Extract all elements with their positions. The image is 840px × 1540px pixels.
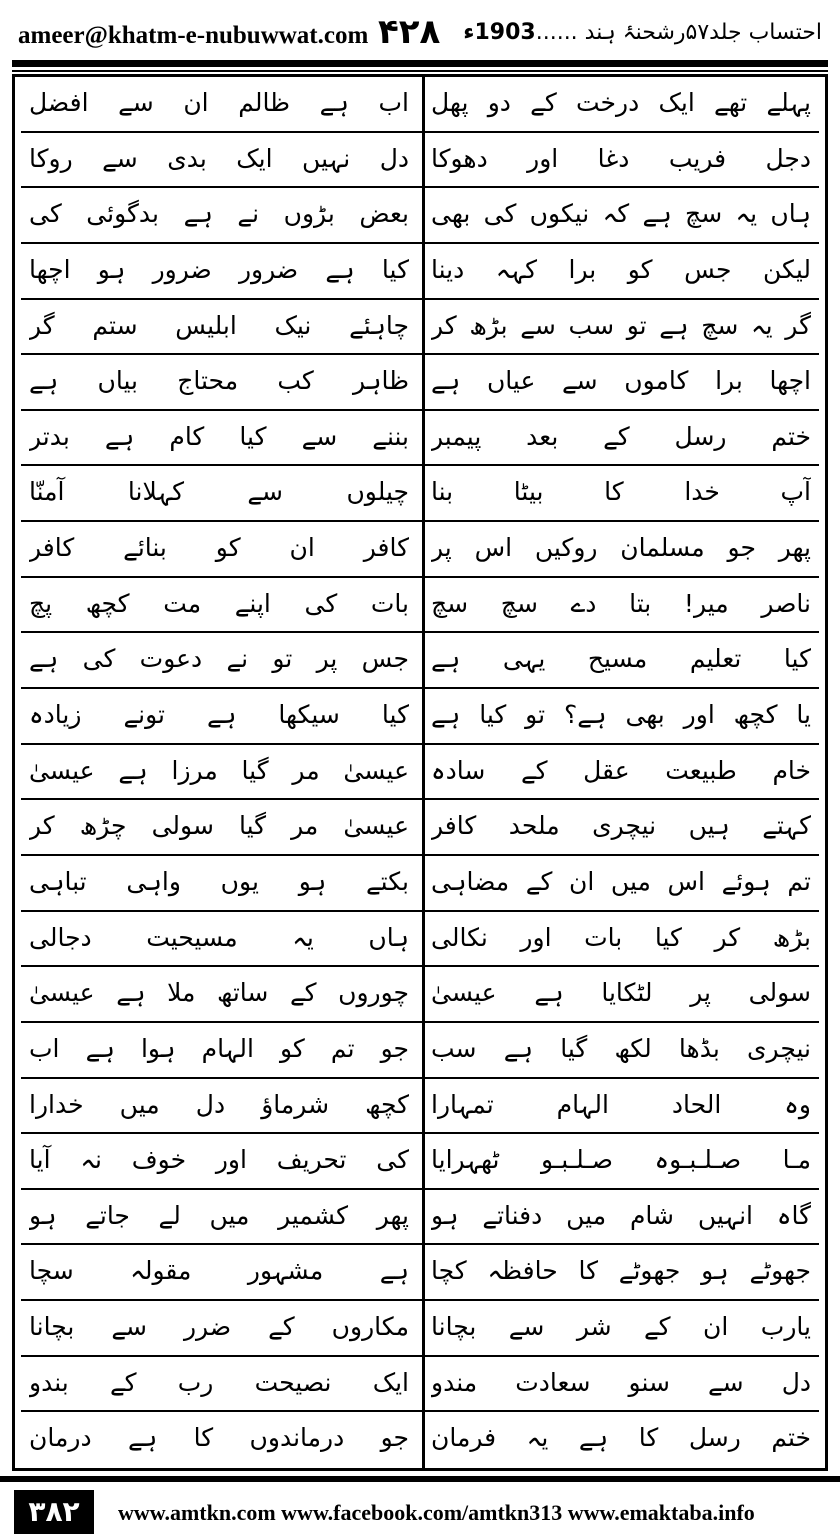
couplet-first-line: سولی پر لٹکایا ہے عیسیٰ — [431, 978, 811, 1008]
email-address: ameer@khatm-e-nubuwwat.com — [18, 22, 369, 49]
couplet-row — [15, 466, 825, 522]
couplet-first-line: گر یہ سچ ہے تو سب سے بڑھ کر — [431, 310, 811, 340]
footer-rule — [0, 1476, 840, 1482]
couplet-first-line: دجل فریب دغا اور دھوکا — [431, 143, 811, 173]
couplet-first-line: کہتے ہیں نیچری ملحد کافر — [431, 811, 811, 841]
couplet-second-line: ہے مشہور مقولہ سچا — [29, 1256, 409, 1286]
couplet-first-line: ہاں یہ سچ ہے کہ نیکوں کی بھی — [431, 199, 811, 229]
couplet-first-line: گاہ انہیں شام میں دفناتے ہو — [431, 1200, 811, 1230]
page-number: ۴۲۸ — [378, 12, 441, 52]
couplet-row — [15, 77, 825, 133]
couplet-row — [15, 967, 825, 1023]
couplet-row — [15, 1079, 825, 1135]
journal-title-text: احتساب جلد۵۷رشحنۂ ہند ...... — [535, 20, 822, 45]
couplet-row — [15, 800, 825, 856]
couplet-second-line: چاہئے نیک ابلیس ستم گر — [29, 310, 409, 340]
couplet-row — [15, 1023, 825, 1079]
couplet-row — [15, 689, 825, 745]
couplet-second-line: چیلوں سے کہلانا آمنّا — [29, 477, 409, 507]
page-header — [0, 0, 840, 62]
footer-links: www.amtkn.com www.facebook.com/amtkn313 www.emaktaba.info — [118, 1500, 755, 1525]
couplet-row — [15, 244, 825, 300]
couplet-second-line: عیسیٰ مر گیا سولی چڑھ کر — [29, 811, 409, 841]
couplet-row — [15, 300, 825, 356]
couplet-row — [15, 912, 825, 968]
couplet-second-line: بعض بڑوں نے ہے بدگوئی کی — [29, 199, 409, 229]
header-rule-thin — [12, 70, 828, 72]
couplet-first-line: پہلے تھے ایک درخت کے دو پھل — [431, 88, 811, 117]
couplet-first-line: جھوٹے ہو جھوٹے کا حافظہ کچا — [431, 1256, 811, 1286]
couplet-first-line: یارب ان کے شر سے بچانا — [431, 1312, 811, 1342]
couplet-first-line: تم ہوئے اس میں ان کے مضاہی — [431, 866, 811, 896]
couplet-first-line: یا کچھ اور بھی ہے؟ تو کیا ہے — [431, 700, 811, 730]
couplet-row — [15, 1301, 825, 1357]
couplet-second-line: بکتے ہو یوں واہی تباہی — [29, 866, 409, 896]
couplet-row — [15, 856, 825, 912]
couplet-second-line: کیا سیکھا ہے تونے زیادہ — [29, 700, 409, 730]
couplet-row — [15, 522, 825, 578]
couplet-second-line: کی تحریف اور خوف نہ آیا — [29, 1145, 409, 1175]
couplet-first-line: اچھا برا کاموں سے عیاں ہے — [431, 366, 811, 396]
couplet-second-line: مکاروں کے ضرر سے بچانا — [29, 1312, 409, 1342]
couplet-second-line: عیسیٰ مر گیا مرزا ہے عیسیٰ — [29, 755, 409, 785]
couplet-second-line: ایک نصیحت رب کے بندو — [29, 1367, 409, 1397]
couplet-second-line: ظاہر کب محتاج بیاں ہے — [29, 366, 409, 396]
couplet-first-line: کیا تعلیم مسیح یہی ہے — [431, 644, 811, 674]
couplet-first-line: ختم رسل کے بعد پیمبر — [431, 421, 811, 451]
couplet-row — [15, 133, 825, 189]
couplet-row — [15, 355, 825, 411]
couplet-second-line: اب ہے ظالم ان سے افضل — [29, 88, 409, 117]
couplet-first-line: دل سے سنو سعادت مندو — [431, 1367, 811, 1397]
couplet-second-line: جو تم کو الہام ہوا ہے اب — [29, 1033, 409, 1063]
poem-table — [12, 74, 828, 1471]
couplet-first-line: نیچری بڈھا لکھ گیا ہے سب — [431, 1033, 811, 1063]
couplet-second-line: دل نہیں ایک بدی سے روکا — [29, 143, 409, 173]
couplet-second-line: کافر ان کو بنائے کافر — [29, 533, 409, 563]
couplet-row — [15, 578, 825, 634]
couplet-first-line: پھر جو مسلمان روکیں اس پر — [431, 533, 811, 563]
couplet-row — [15, 1412, 825, 1468]
couplet-row — [15, 1245, 825, 1301]
couplet-second-line: پھر کشمیر میں لے جاتے ہو — [29, 1200, 409, 1230]
couplet-second-line: جس پر تو نے دعوت کی ہے — [29, 644, 409, 674]
couplet-first-line: لیکن جس کو برا کہہ دینا — [431, 254, 811, 284]
couplet-second-line: جو درماندوں کا ہے درمان — [29, 1423, 409, 1453]
couplet-first-line: ناصر میر! بتا دے سچ سچ — [431, 588, 811, 618]
couplet-second-line: کیا ہے ضرور ضرور ہو اچھا — [29, 254, 409, 284]
couplet-first-line: آپ خدا کا بیٹا بنا — [431, 477, 811, 507]
couplet-second-line: بننے سے کیا کام ہے بدتر — [29, 421, 409, 451]
couplet-row — [15, 188, 825, 244]
couplet-row — [15, 1134, 825, 1190]
couplet-second-line: کچھ شرماؤ دل میں خدارا — [29, 1089, 409, 1119]
couplet-row — [15, 1190, 825, 1246]
footer-page-badge: ۳۸۲ — [14, 1490, 94, 1534]
couplet-first-line: وہ الحاد الہام تمہارا — [431, 1089, 811, 1119]
couplet-first-line: بڑھ کر کیا بات اور نکالی — [431, 922, 811, 952]
couplet-row — [15, 745, 825, 801]
couplet-second-line: ہاں یہ مسیحیت دجالی — [29, 922, 409, 952]
couplet-row — [15, 1357, 825, 1413]
couplet-second-line: بات کی اپنے مت کچھ پچ — [29, 588, 409, 618]
couplet-first-line: خام طبیعت عقل کے سادہ — [431, 755, 811, 785]
couplet-first-line: مـا صـلـبـوہ صـلـبـو ٹھہرایا — [431, 1145, 811, 1175]
couplet-second-line: چوروں کے ساتھ ملا ہے عیسیٰ — [29, 978, 409, 1008]
couplet-row — [15, 633, 825, 689]
couplet-first-line: ختم رسل کا ہے یہ فرمان — [431, 1423, 811, 1453]
couplet-row — [15, 411, 825, 467]
journal-year: 1903ء — [463, 20, 536, 45]
header-rule-thick — [12, 60, 828, 67]
journal-title — [463, 20, 822, 45]
